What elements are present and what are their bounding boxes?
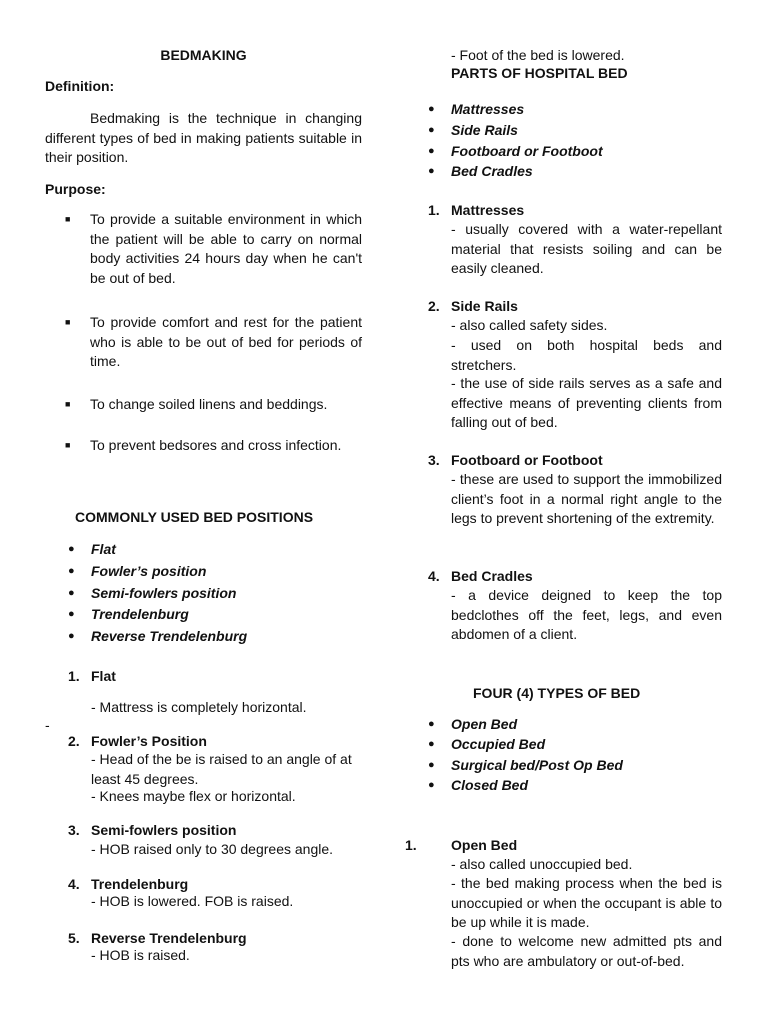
document-title: BEDMAKING [160,47,247,63]
positions-heading: COMMONLY USED BED POSITIONS [75,509,314,525]
bullet-icon: ● [68,543,75,555]
part-heading: 2. Side Rails [428,298,518,314]
position-description: - Mattress is completely horizontal. [91,699,307,715]
position-description: - HOB raised only to 30 degrees angle. [91,841,334,857]
part-description: - these are used to support the immobilized client’s foot in a normal right angle to the legs to prevent shortening of the extremity. [451,471,722,526]
carry-over-line: - Foot of the bed is lowered. [451,47,625,63]
part-description: - also called safety sides. [451,317,608,333]
type-heading: 1. Open Bed [405,837,518,853]
part-description: - the use of side rails serves as a safe and effective means of preventing clients from falling out of bed. [451,375,722,430]
position-heading: 4. Trendelenburg [68,876,189,892]
bullet-icon: ● [428,124,435,136]
square-bullet-icon: ■ [65,214,71,224]
bullet-icon: ● [428,103,435,115]
position-heading: 3. Semi-fowlers position [68,822,237,838]
definition-text: Bedmaking is the technique in changing different types of bed in making patients suitable in their position. [45,110,362,165]
part-description: - a device deigned to keep the top bedclothes off the feet, legs, and even abdomen of a client. [451,587,722,642]
part-description: - usually covered with a water-repellant material that resists soiling and can be easily cleaned. [451,221,722,276]
square-bullet-icon: ■ [65,317,71,327]
position-heading: 1. Flat [68,668,116,684]
purpose-label: Purpose: [45,181,106,197]
position-description: - HOB is lowered. FOB is raised. [91,893,294,909]
type-description: - done to welcome new admitted pts and pts who are ambulatory or out-of-bed. [451,933,722,969]
definition-label: Definition: [45,78,115,94]
part-description: - used on both hospital beds and stretchers. [451,337,722,373]
position-description: - Head of the be is raised to an angle of at least 45 degrees. [91,751,352,787]
type-description: - also called unoccupied bed. [451,856,633,872]
square-bullet-icon: ■ [65,399,71,409]
position-heading: 2. Fowler’s Position [68,733,207,749]
stray-mark: - [45,717,50,733]
parts-heading: PARTS OF HOSPITAL BED [451,65,628,81]
type-description: - the bed making process when the bed is unoccupied or when the occupant is able to be up while it is made. [451,875,722,930]
bullet-icon: ● [428,738,435,750]
purpose-item: ■ To provide a suitable environment in which the patient will be able to carry on normal body activities 24 hours day when he can't be out of bed. [65,211,362,286]
purpose-item: ■ To change soiled linens and beddings. [45,395,362,415]
bullet-icon: ● [428,759,435,771]
position-description: - HOB is raised. [91,947,190,963]
purpose-item: ■ To prevent bedsores and cross infection. [45,436,362,456]
square-bullet-icon: ■ [65,440,71,450]
bullet-icon: ● [68,587,75,599]
bullet-icon: ● [68,630,75,642]
part-heading: 1. Mattresses [428,202,525,218]
bullet-icon: ● [428,779,435,791]
bullet-icon: ● [68,608,75,620]
bullet-icon: ● [68,565,75,577]
bullet-icon: ● [428,145,435,157]
types-heading: FOUR (4) TYPES OF BED [473,685,641,701]
bullet-icon: ● [428,165,435,177]
position-heading: 5. Reverse Trendelenburg [68,930,247,946]
part-heading: 4. Bed Cradles [428,568,533,584]
position-description: - Knees maybe flex or horizontal. [91,788,296,804]
purpose-item: ■ To provide comfort and rest for the patient who is able to be out of bed for periods of time. [65,314,362,369]
part-heading: 3. Footboard or Footboot [428,452,603,468]
bullet-icon: ● [428,718,435,730]
